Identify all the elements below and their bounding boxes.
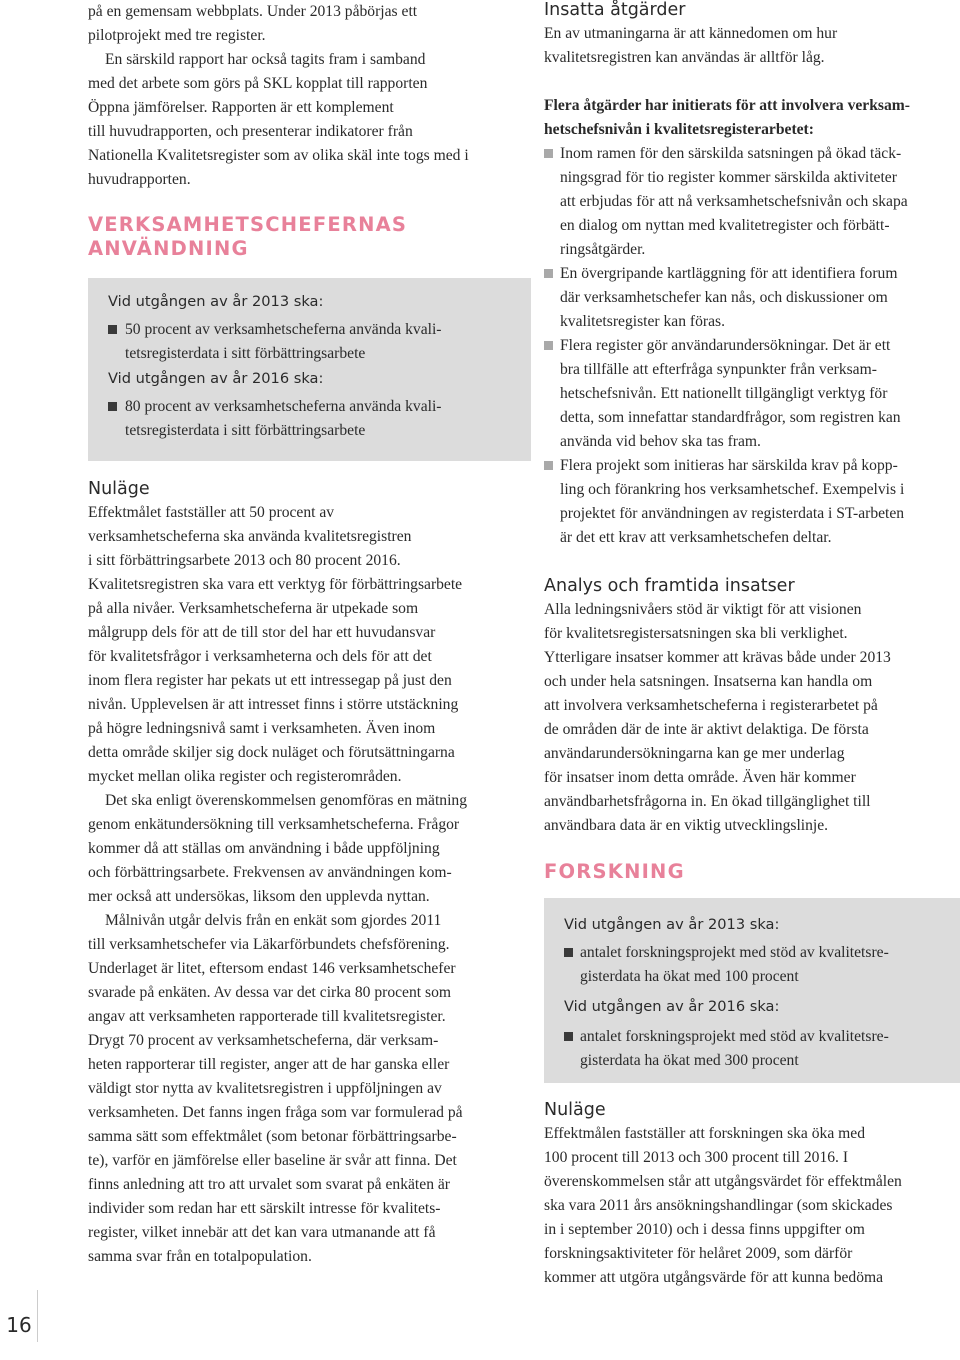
text-line: användbarhetsfrågorna in. En ökad tillgänglighet till bbox=[544, 793, 871, 810]
text-line: individer som redan har ett särskilt intresse för kvalitets- bbox=[88, 1200, 441, 1217]
bullet-square-icon bbox=[544, 269, 553, 278]
text-line: Effektmålen fastställer att forskningen ska öka med bbox=[544, 1125, 866, 1142]
nulage-paragraph bbox=[88, 501, 508, 789]
text-line: att involvera verksamhetscheferna i registerarbetet på bbox=[544, 697, 878, 714]
text-line: Flera åtgärder har initierats för att involvera verksam- bbox=[544, 97, 910, 114]
text-line: forskningsaktiviteter för helåret 2009, som därför bbox=[544, 1245, 853, 1262]
initiative-bullet-4 bbox=[544, 454, 956, 550]
text-line: en dialog om nyttan med kvalitetregister och förbätt- bbox=[560, 217, 890, 234]
bullet-square-icon bbox=[544, 461, 553, 470]
initiatives-intro bbox=[544, 94, 956, 142]
analys-paragraph bbox=[544, 598, 956, 838]
initiative-bullet-3 bbox=[544, 334, 956, 454]
section-title-line: ANVÄNDNING bbox=[88, 237, 249, 260]
text-line: användbara data är en viktig utvecklingslinje. bbox=[544, 817, 829, 834]
text-line: målgrupp dels för att de till stor del har ett huvudansvar bbox=[88, 624, 436, 641]
text-line: hetschefsnivån i kvalitetsregisterarbetet: bbox=[544, 121, 814, 138]
text-line: tetsregisterdata i sitt förbättringsarbete bbox=[125, 345, 366, 362]
left-column-lower bbox=[88, 477, 508, 1269]
text-line: mer också att undersökas, liksom den upplevda nyttan. bbox=[88, 888, 430, 905]
text-line: ringsåtgärder. bbox=[560, 241, 646, 258]
text-line: En övergripande kartläggning för att identifiera forum bbox=[560, 265, 898, 282]
text-line: Drygt 70 procent av verksamhetscheferna, där verksam- bbox=[88, 1032, 439, 1049]
insatta-paragraph bbox=[544, 22, 956, 70]
section-heading-verksamhetschefernas bbox=[88, 213, 407, 261]
text-line: finns anledning att tro att urvalet som svarat på enkäten är bbox=[88, 1176, 450, 1193]
text-line: antalet forskningsprojekt med stöd av kvalitetsre- bbox=[580, 944, 889, 961]
nulage-heading-forskning: Nuläge bbox=[544, 1100, 606, 1120]
initiative-bullet-2 bbox=[544, 262, 956, 334]
page-number: 16 bbox=[6, 1313, 32, 1337]
text-line: heten rapporterar till register, anger att de har ganska eller bbox=[88, 1056, 450, 1073]
text-line: ling och förankring hos verksamhetschef. Exempelvis i bbox=[560, 481, 905, 498]
text-line: verksamheten. Det fanns ingen fråga som var formulerad på bbox=[88, 1104, 463, 1121]
bullet-square-icon bbox=[544, 341, 553, 350]
text-line: för kvalitetsregistersatsningen ska bli verklighet. bbox=[544, 625, 848, 642]
text-line: till verksamhetschefer via Läkarförbundets chefsförening. bbox=[88, 936, 450, 953]
text-line: detta, som innefattar standardfrågor, som registren kan bbox=[560, 409, 901, 426]
text-line: Det ska enligt överenskommelsen genomföras en mätning bbox=[105, 792, 468, 809]
text-line: huvudrapporten. bbox=[88, 171, 191, 188]
text-line: svarade på enkäten. Av dessa var det cirka 80 procent som bbox=[88, 984, 451, 1001]
text-line: kvalitetsregister kan föras. bbox=[560, 313, 725, 330]
text-line: och förbättringsarbete. Frekvensen av användningen kom- bbox=[88, 864, 452, 881]
bullet-square-icon bbox=[108, 402, 117, 411]
text-line: in i september 2010) och i dessa finns uppgifter om bbox=[544, 1221, 865, 1238]
goal-label-2016: Vid utgången av år 2016 ska: bbox=[108, 370, 324, 387]
bullet-square-icon bbox=[564, 1032, 573, 1041]
goal-label-2016: Vid utgången av år 2016 ska: bbox=[564, 998, 780, 1015]
text-line: Effektmålet fastställer att 50 procent av bbox=[88, 504, 335, 521]
section-heading-forskning: FORSKNING bbox=[544, 860, 685, 883]
goal-label-2013: Vid utgången av år 2013 ska: bbox=[108, 293, 324, 310]
text-line: Flera projekt som initieras har särskilda krav på kopp- bbox=[560, 457, 898, 474]
text-line: Alla ledningsnivåers stöd är viktigt för att visionen bbox=[544, 601, 862, 618]
text-line: inom flera register har pekats ut ett intressegap på just den bbox=[88, 672, 452, 689]
text-line: för kvalitetsfrågor i verksamheterna och dels för att det bbox=[88, 648, 432, 665]
text-line: Flera register gör användarundersökningar. Det är ett bbox=[560, 337, 891, 354]
text-line: Nationella Kvalitetsregister som av olika skäl inte togs med i bbox=[88, 147, 469, 164]
intro-paragraph bbox=[88, 0, 469, 192]
text-line: kommer då att ställas om användning i både uppföljning bbox=[88, 840, 440, 857]
text-line: kvalitetsregistren kan användas är alltför låg. bbox=[544, 49, 825, 66]
text-line: Kvalitetsregistren ska vara ett verktyg för förbättringsarbete bbox=[88, 576, 463, 593]
text-line: tetsregisterdata i sitt förbättringsarbete bbox=[125, 422, 366, 439]
bullet-square-icon bbox=[564, 948, 573, 957]
text-line: att erbjudas för att nå verksamhetschefsnivån och skapa bbox=[560, 193, 908, 210]
text-line: verksamhetscheferna ska använda kvalitetsregistren bbox=[88, 528, 412, 545]
text-line: genom enkätundersökning till verksamhetscheferna. Frågor bbox=[88, 816, 460, 833]
bullet-square-icon bbox=[108, 325, 117, 334]
text-line: te), varför en jämförelse eller baseline är svår att finna. Det bbox=[88, 1152, 457, 1169]
survey-paragraph bbox=[88, 909, 508, 1269]
goal-bullet-2016 bbox=[108, 395, 531, 443]
text-line: på alla nivåer. Verksamhetscheferna är utpekade som bbox=[88, 600, 419, 617]
nulage-paragraph-forskning bbox=[544, 1122, 956, 1290]
text-line: angav att verksamheten rapporterade till kvalitetsregister. bbox=[88, 1008, 446, 1025]
text-line: till huvudrapporten, och presenterar indikatorer från bbox=[88, 123, 413, 140]
text-line: En av utmaningarna är att kännedomen om hur bbox=[544, 25, 838, 42]
goal-bullet-2013 bbox=[108, 318, 531, 366]
text-line: överenskommelsen står att utgångsvärdet för effektmålen bbox=[544, 1173, 902, 1190]
text-line: En särskild rapport har också tagits fram i samband bbox=[105, 51, 426, 68]
text-line: på högre ledningsnivå samt i verksamheten. Även inom bbox=[88, 720, 436, 737]
text-line: nivån. Upplevelsen är att intresset finns i större utstäckning bbox=[88, 696, 459, 713]
goal-box-verksamhetschefer bbox=[88, 278, 531, 461]
goal-bullet-2013 bbox=[564, 941, 960, 989]
nulage-heading: Nuläge bbox=[88, 479, 150, 499]
text-line: gisterdata ha ökat med 100 procent bbox=[580, 968, 799, 985]
text-line: Underlaget är litet, eftersom endast 146 verksamhetschefer bbox=[88, 960, 456, 977]
text-line: kommer att utgöra utgångsvärde för att kunna bedöma bbox=[544, 1269, 884, 1286]
initiative-bullet-1 bbox=[544, 142, 956, 262]
analys-heading: Analys och framtida insatser bbox=[544, 576, 795, 596]
text-line: och under hela satsningen. Insatserna kan handla om bbox=[544, 673, 873, 690]
right-column bbox=[544, 0, 956, 884]
text-line: ska vara 2011 års ansökningshandlingar (som skickades bbox=[544, 1197, 893, 1214]
text-line: de områden där de inte är aktivt delaktiga. De första bbox=[544, 721, 869, 738]
text-line: Öppna jämförelser. Rapporten är ett komplement bbox=[88, 99, 394, 116]
text-line: pilotprojekt med tre register. bbox=[88, 27, 266, 44]
text-line: antalet forskningsprojekt med stöd av kvalitetsre- bbox=[580, 1028, 889, 1045]
text-line: använda vid behov ska tas fram. bbox=[560, 433, 761, 450]
text-line: Inom ramen för den särskilda satsningen på ökad täck- bbox=[560, 145, 902, 162]
right-column-lower bbox=[544, 1098, 956, 1290]
text-line: med det arbete som görs på SKL kopplat till rapporten bbox=[88, 75, 428, 92]
goal-label-2013: Vid utgången av år 2013 ska: bbox=[564, 916, 780, 933]
text-line: Ytterligare insatser kommer att krävas både under 2013 bbox=[544, 649, 891, 666]
text-line: detta område skiljer sig dock nuläget och förutsättningarna bbox=[88, 744, 455, 761]
text-line: på en gemensam webbplats. Under 2013 påbörjas ett bbox=[88, 3, 418, 20]
measurement-paragraph bbox=[88, 789, 508, 909]
text-line: 80 procent av verksamhetscheferna använda kvali- bbox=[125, 398, 442, 415]
text-line: 100 procent till 2013 och 300 procent till 2016. I bbox=[544, 1149, 849, 1166]
text-line: ningsgrad för tio register kommer särskilda aktiviteter bbox=[560, 169, 897, 186]
text-line: användarundersökningarna kan ge mer underlag bbox=[544, 745, 845, 762]
section-title-line: VERKSAMHETSCHEFERNAS bbox=[88, 213, 408, 236]
text-line: Målnivån utgår delvis från en enkät som gjordes 2011 bbox=[105, 912, 442, 929]
text-line: gisterdata ha ökat med 300 procent bbox=[580, 1052, 799, 1069]
text-line: där verksamhetschefer kan nås, och diskussioner om bbox=[560, 289, 888, 306]
goal-box-forskning bbox=[544, 898, 960, 1083]
text-line: register, vilket innebär att det kan vara utmanande att få bbox=[88, 1224, 436, 1241]
insatta-heading: Insatta åtgärder bbox=[544, 0, 686, 20]
text-line: hetschefsnivån. Ett nationellt tillgängligt verktyg för bbox=[560, 385, 888, 402]
text-line: i sitt förbättringsarbete 2013 och 80 procent 2016. bbox=[88, 552, 401, 569]
bullet-square-icon bbox=[544, 149, 553, 158]
text-line: samma sätt som effektmålet (som betonar förbättringsarbe- bbox=[88, 1128, 457, 1145]
text-line: mycket mellan olika register och registerområden. bbox=[88, 768, 402, 785]
text-line: projektet för användningen av registerdata i ST-arbeten bbox=[560, 505, 905, 522]
text-line: 50 procent av verksamhetscheferna använda kvali- bbox=[125, 321, 442, 338]
text-line: samma svar från en totalpopulation. bbox=[88, 1248, 312, 1265]
text-line: är det ett krav att verksamhetschefen deltar. bbox=[560, 529, 832, 546]
text-line: för insatser inom detta område. Även här kommer bbox=[544, 769, 856, 786]
text-line: bra tillfälle att efterfråga synpunkter från verksam- bbox=[560, 361, 877, 378]
text-line: väldigt stor nytta av kvalitetsregistren i uppföljningen av bbox=[88, 1080, 442, 1097]
goal-bullet-2016 bbox=[564, 1025, 960, 1073]
